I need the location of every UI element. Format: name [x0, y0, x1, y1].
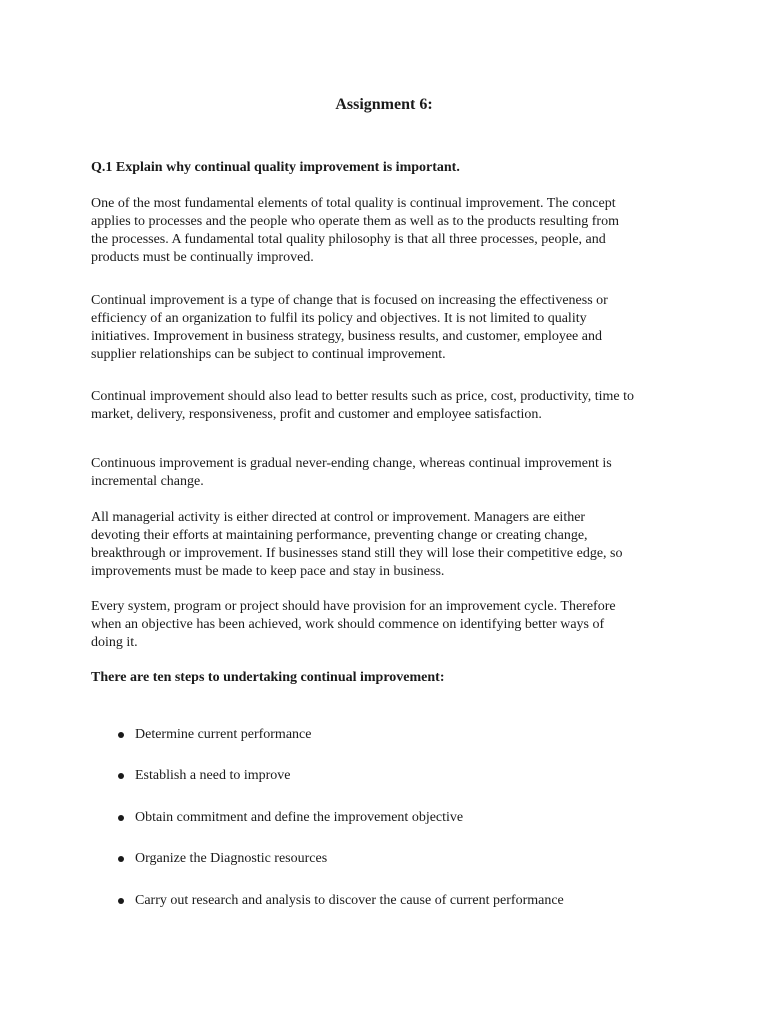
paragraph-line: Every system, program or project should have provision for an improvement cycle. Therefore	[91, 599, 616, 614]
steps-heading: There are ten steps to undertaking continual improvement:	[91, 670, 445, 685]
bullet-icon	[118, 815, 124, 821]
paragraph-3	[91, 388, 691, 424]
paragraph-1	[91, 195, 691, 267]
list-item-text: Establish a need to improve	[135, 768, 291, 783]
paragraph-line: All managerial activity is either directed at control or improvement. Managers are either	[91, 510, 586, 525]
list-item-text: Carry out research and analysis to discover the cause of current performance	[135, 893, 564, 908]
paragraph-2	[91, 292, 691, 364]
paragraph-line: supplier relationships can be subject to continual improvement.	[91, 347, 446, 362]
paragraph-line: improvements must be made to keep pace and stay in business.	[91, 564, 445, 579]
paragraph-5	[91, 509, 691, 581]
paragraph-line: One of the most fundamental elements of total quality is continual improvement. The concept	[91, 196, 616, 211]
bullet-icon	[118, 856, 124, 862]
paragraph-line: Continual improvement should also lead to better results such as price, cost, productivity, time to	[91, 389, 635, 404]
paragraph-line: applies to processes and the people who operate them as well as to the products resulting from	[91, 214, 619, 229]
list-item-text: Determine current performance	[135, 727, 312, 742]
paragraph-line: incremental change.	[91, 474, 204, 489]
list-item-text: Obtain commitment and define the improvement objective	[135, 810, 464, 825]
paragraph-line: devoting their efforts at maintaining performance, preventing change or creating change,	[91, 528, 588, 543]
paragraph-line: the processes. A fundamental total quality philosophy is that all three processes, people, and	[91, 232, 606, 247]
paragraph-line: products must be continually improved.	[91, 250, 314, 265]
paragraph-line: efficiency of an organization to fulfil its policy and objectives. It is not limited to quality	[91, 311, 587, 326]
page-title: Assignment 6:	[335, 96, 433, 113]
paragraph-line: market, delivery, responsiveness, profit and customer and employee satisfaction.	[91, 407, 542, 422]
list-item-text: Organize the Diagnostic resources	[135, 851, 328, 866]
paragraph-line: Continuous improvement is gradual never-ending change, whereas continual improvement is	[91, 456, 612, 471]
paragraph-4	[91, 455, 691, 491]
paragraph-line: when an objective has been achieved, work should commence on identifying better ways of	[91, 617, 605, 632]
paragraph-line: Continual improvement is a type of change that is focused on increasing the effectiveness or	[91, 293, 608, 308]
bullet-icon	[118, 898, 124, 904]
paragraph-line: breakthrough or improvement. If businesses stand still they will lose their competitive edge, so	[91, 546, 623, 561]
paragraph-6	[91, 598, 691, 652]
paragraph-line: initiatives. Improvement in business strategy, business results, and customer, employee and	[91, 329, 602, 344]
question-heading: Q.1 Explain why continual quality improvement is important.	[91, 160, 460, 175]
bullet-icon	[118, 732, 124, 738]
paragraph-line: doing it.	[91, 635, 138, 650]
bullet-icon	[118, 773, 124, 779]
